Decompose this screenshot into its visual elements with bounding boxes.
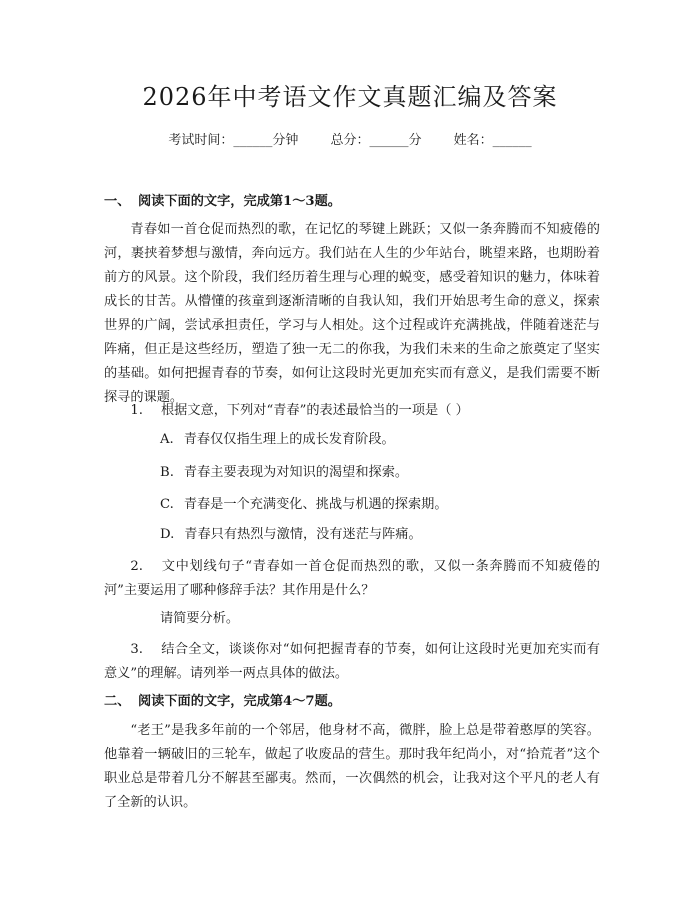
option-label: D. — [160, 527, 175, 542]
option-label: A. — [160, 432, 174, 447]
total-score-field: 总分：______分 — [330, 133, 422, 148]
option-d — [160, 523, 600, 547]
question-2 — [104, 555, 600, 603]
section-number: 一、 — [104, 194, 131, 209]
question-3 — [104, 638, 600, 686]
question-text: 结合全文，谈谈你对“如何把握青春的节奏，如何让这段时光更加充实而有意义”的理解。请列举一两点具体的做法。 — [104, 642, 600, 681]
option-a — [160, 428, 600, 452]
section-2-passage: “老王”是我多年前的一个邻居，他身材不高，微胖，脸上总是带着憨厚的笑容。他靠着一辆破旧的三轮车，做起了收废品的营生。那时我年纪尚小，对“拾荒者”这个职业总是带着几分不解甚至鄙夷。然而，一次偶然的机会，让我对这个平凡的老人有了全新的认识。 — [104, 723, 600, 810]
option-text: 青春主要表现为对知识的渴望和探索。 — [183, 465, 409, 480]
option-text: 青春仅仅指生理上的成长发育阶段。 — [183, 432, 395, 447]
option-b — [160, 461, 600, 485]
option-text: 青春是一个充满变化、挑战与机遇的探索期。 — [183, 497, 448, 512]
page-title: 2026年中考语文作文真题汇编及答案 — [142, 83, 558, 111]
section-1-passage: 青春如一首仓促而热烈的歌，在记忆的琴键上跳跃；又似一条奔腾而不知疲倦的河，裹挟着梦想与激情，奔向远方。我们站在人生的少年站台，眺望来路，也期盼着前方的风景。这个阶段，我们经历着生理与心理的蜕变，感受着知识的魅力，体味着成长的甘苦。从懵懂的孩童到逐渐清晰的自我认知，我们开始思考生命的意义，探索世界的广阔，尝试承担责任，学习与人相处。这个过程或许充满挑战，伴随着迷茫与阵痛，但正是这些经历，塑造了独一无二的你我，为我们未来的生命之旅奠定了坚实的基础。如何把握青春的节奏，如何让这段时光更加充实而有意义，是我们需要不断探寻的课题。 — [104, 222, 600, 405]
question-text: 文中划线句子“青春如一首仓促而热烈的歌，又似一条奔腾而不知疲倦的河”主要运用了哪种修辞手法？其作用是什么？ — [104, 559, 600, 598]
option-label: B. — [160, 465, 174, 480]
question-number: 2. — [130, 559, 143, 574]
student-name-field: 姓名：______ — [453, 133, 532, 148]
section-1-heading — [104, 190, 624, 214]
option-c — [160, 493, 600, 517]
option-label: C. — [160, 497, 174, 512]
exam-time-field: 考试时间：______分钟 — [168, 133, 299, 148]
exam-meta — [0, 131, 700, 151]
question-number: 3. — [130, 642, 143, 657]
section-title: 阅读下面的文字，完成第1～3题。 — [138, 194, 341, 209]
question-2-note: 请简要分析。 — [160, 611, 240, 626]
section-number: 二、 — [104, 694, 131, 709]
section-title: 阅读下面的文字，完成第4～7题。 — [138, 694, 341, 709]
question-number: 1. — [130, 403, 143, 418]
question-text: 根据文意，下列对“青春”的表述最恰当的一项是（ ） — [160, 403, 469, 418]
option-text: 青春只有热烈与激情，没有迷茫与阵痛。 — [184, 527, 422, 542]
question-1 — [104, 399, 600, 423]
section-2-heading — [104, 690, 624, 714]
